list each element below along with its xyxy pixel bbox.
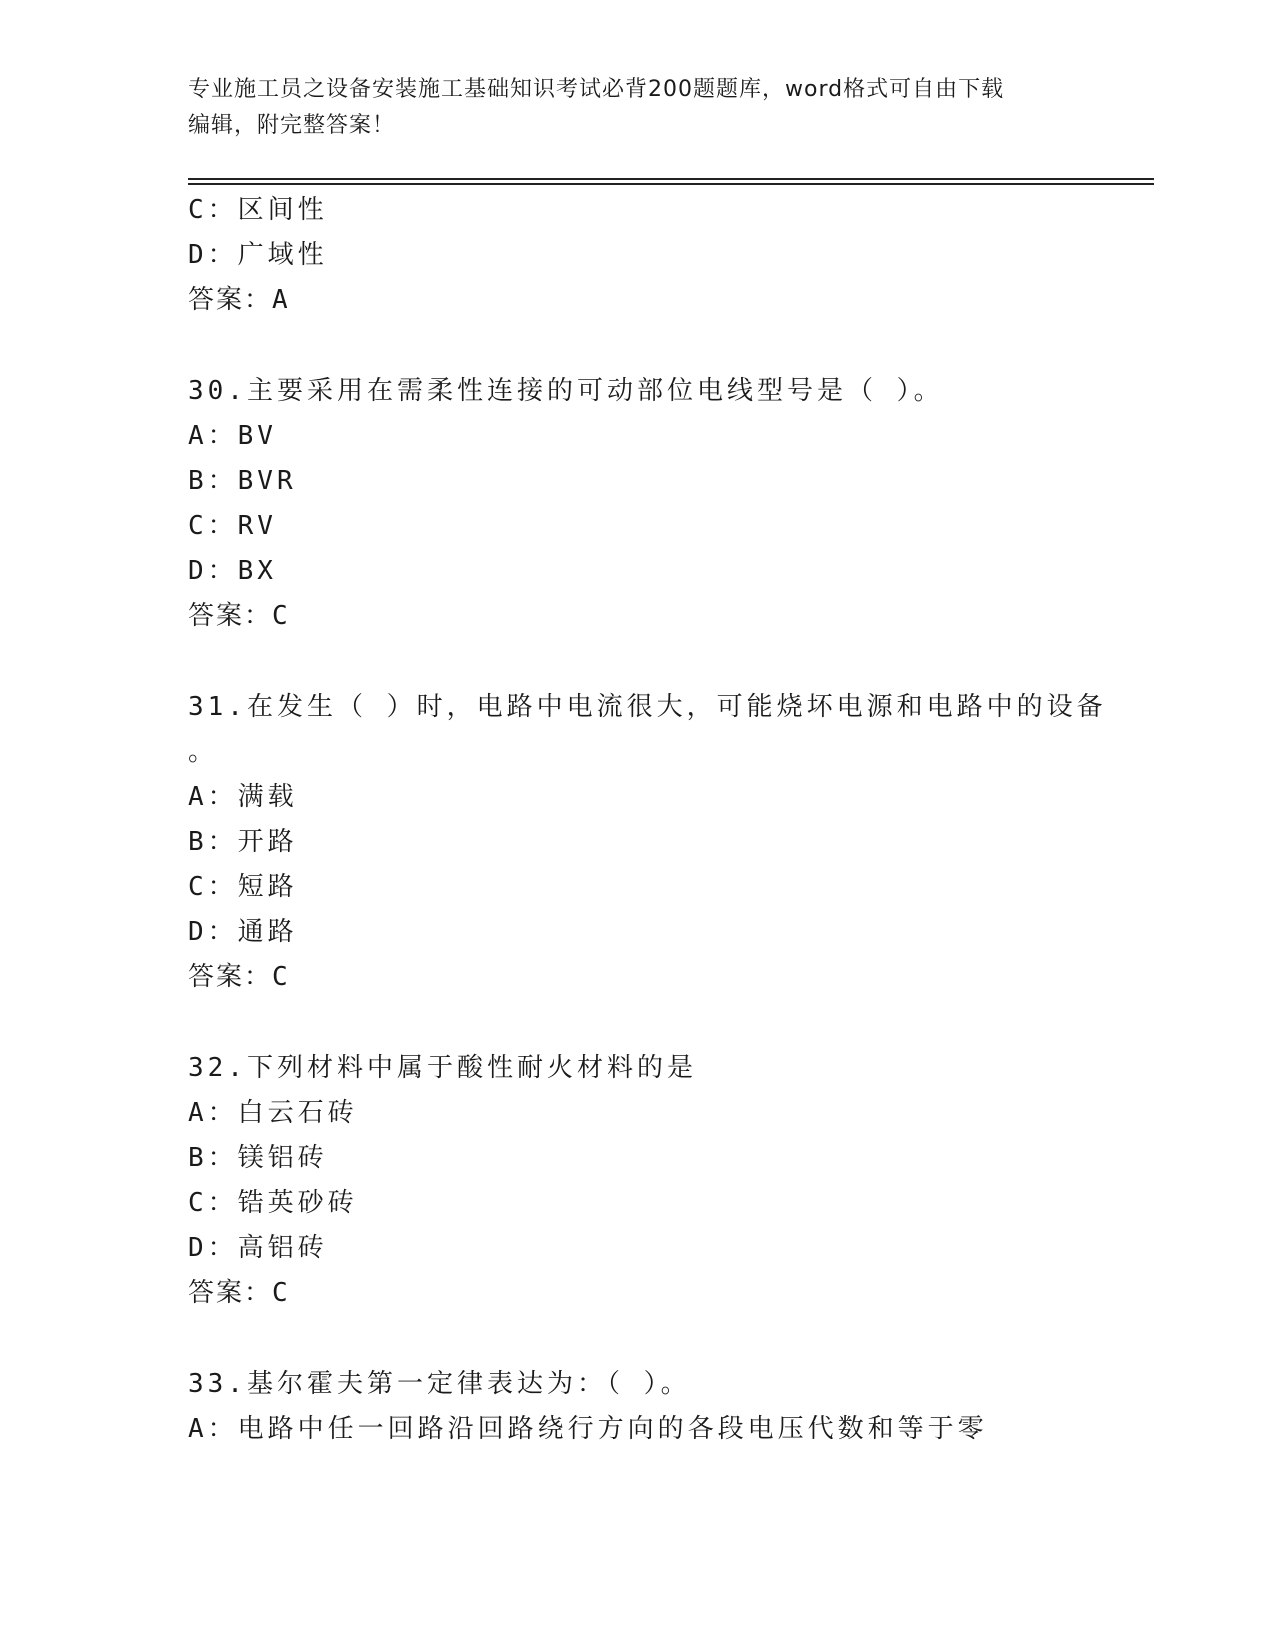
q32-option-c: C：锆英砂砖 (188, 1188, 358, 1218)
q31-question: 31.在发生（ ）时，电路中电流很大，可能烧坏电源和电路中的设备 (188, 692, 1107, 722)
answer-label: 答案： (188, 601, 273, 631)
q31-option-a: A：满载 (188, 782, 298, 812)
answer-value: C (272, 1278, 290, 1308)
header-line-2: 编辑，附完整答案！ (188, 113, 396, 138)
header-divider-top (188, 178, 1154, 180)
q31-answer (188, 960, 290, 994)
q31-option-b: B：开路 (188, 827, 298, 857)
q29-option-d: D：广域性 (188, 240, 328, 270)
q33-option-a: A：电路中任一回路沿回路绕行方向的各段电压代数和等于零 (188, 1414, 988, 1444)
header-line-1: 专业施工员之设备安装施工基础知识考试必背200题题库，word格式可自由下载 (188, 77, 1005, 102)
answer-value: A (272, 285, 290, 315)
answer-label: 答案： (188, 285, 273, 315)
q30-question: 30.主要采用在需柔性连接的可动部位电线型号是（ ）。 (188, 376, 944, 406)
q30-option-b: B：BVR (188, 466, 297, 496)
q31-question-cont: 。 (188, 737, 219, 767)
q32-option-d: D：高铝砖 (188, 1233, 328, 1263)
answer-value: C (272, 962, 290, 992)
q30-answer (188, 599, 290, 633)
q32-answer (188, 1276, 290, 1310)
q32-question: 32.下列材料中属于酸性耐火材料的是 (188, 1053, 697, 1083)
q29-option-c: C：区间性 (188, 195, 328, 225)
q32-option-b: B：镁铝砖 (188, 1143, 328, 1173)
answer-value: C (272, 601, 290, 631)
q30-option-c: C：RV (188, 511, 277, 541)
q30-option-d: D：BX (188, 556, 277, 586)
q29-answer (188, 283, 290, 317)
q30-option-a: A：BV (188, 421, 277, 451)
document-header (188, 72, 1088, 144)
header-divider-bottom (188, 183, 1154, 185)
q33-question: 33.基尔霍夫第一定律表达为：（ ）。 (188, 1369, 691, 1399)
q31-option-c: C：短路 (188, 872, 298, 902)
answer-label: 答案： (188, 962, 273, 992)
answer-label: 答案： (188, 1278, 273, 1308)
q31-option-d: D：通路 (188, 917, 298, 947)
q32-option-a: A：白云石砖 (188, 1098, 358, 1128)
